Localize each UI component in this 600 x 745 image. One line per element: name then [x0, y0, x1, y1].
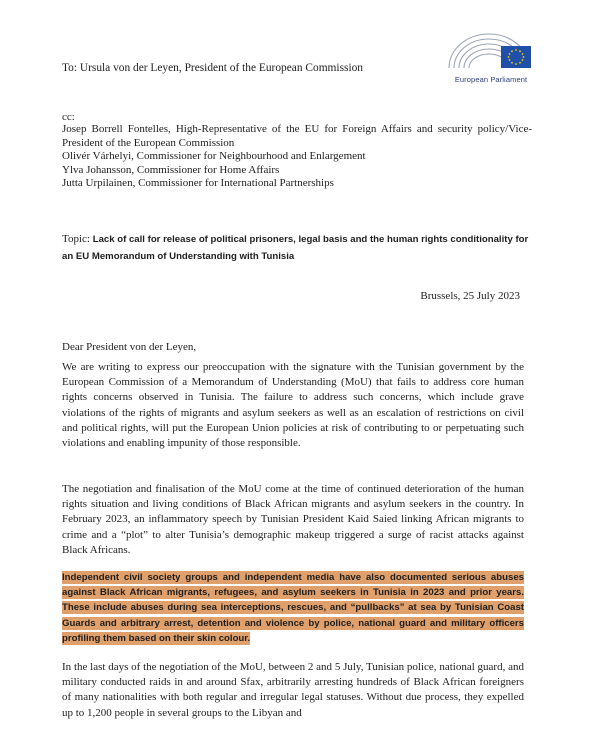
highlighted-paragraph [62, 570, 524, 646]
cc-entry: Jutta Urpilainen, Commissioner for International Partnerships [62, 177, 334, 190]
logo-name: European Parliament [454, 75, 528, 84]
highlighted-text: Independent civil society groups and independent media have also documented serious abuses against Black African migrants, refugees, and asylum seekers in Tunisia in 2023 and prior years. These include abuses during sea interceptions, rescues, and “pullbacks” at sea by Tunisian Coast Guards and arbitrary arrest, detention and violence by police, national guard and military officers profiling them based on their skin colour. [62, 572, 524, 644]
cc-label: cc: [62, 111, 75, 123]
topic-label: Topic: [62, 233, 93, 245]
cc-entry: Ylva Johansson, Commissioner for Home Affairs [62, 163, 280, 176]
cc-entry: Josep Borrell Fontelles, High-Representative of the EU for Foreign Affairs and security policy/Vice-President of the European Commission [62, 123, 532, 149]
body-paragraph: The negotiation and finalisation of the MoU come at the time of continued deterioration of the human rights situation and living conditions of Black African migrants and asylum seekers in the country. In February 2023, an inflammatory speech by Tunisian President Kaid Saied linking African migrants to crime and a “plot” to alter Tunisia’s demographic makeup triggered a surge of racist attacks against Black Africans. [62, 483, 524, 556]
salutation: Dear President von der Leyen, [62, 341, 197, 353]
cc-list [62, 123, 532, 191]
cc-entry: Olivér Várhelyi, Commissioner for Neighbourhood and Enlargement [62, 150, 366, 163]
topic-text: Lack of call for release of political prisoners, legal basis and the human rights conditionality for an EU Memorandum of Understanding with Tunisia [62, 234, 529, 262]
topic-line [62, 231, 532, 265]
body-paragraph: We are writing to express our preoccupation with the signature with the Tunisian government by the European Commission of a Memorandum of Understanding (MoU) that fails to address core human rights concerns observed in Tunisia. The failure to address such concerns, which include grave violations of the rights of migrants and asylum seekers as well as an escalation of restrictions on civil and political rights, will put the European Union policies at risk of contributing to or perpetuating such violations and enabling impunity of those responsible. [62, 361, 524, 450]
letter-date: Brussels, 25 July 2023 [420, 290, 520, 302]
recipient-line: To: Ursula von der Leyen, President of the European Commission [62, 62, 363, 74]
body-paragraph: In the last days of the negotiation of the MoU, between 2 and 5 July, Tunisian police, national guard, and military conducted raids in and around Sfax, arbitrarily arresting hundreds of Black African foreigners of many nationalities with both regular and irregular legal statuses. Without due process, they expelled up to 1,200 people in several groups to the Libyan and [62, 661, 524, 719]
